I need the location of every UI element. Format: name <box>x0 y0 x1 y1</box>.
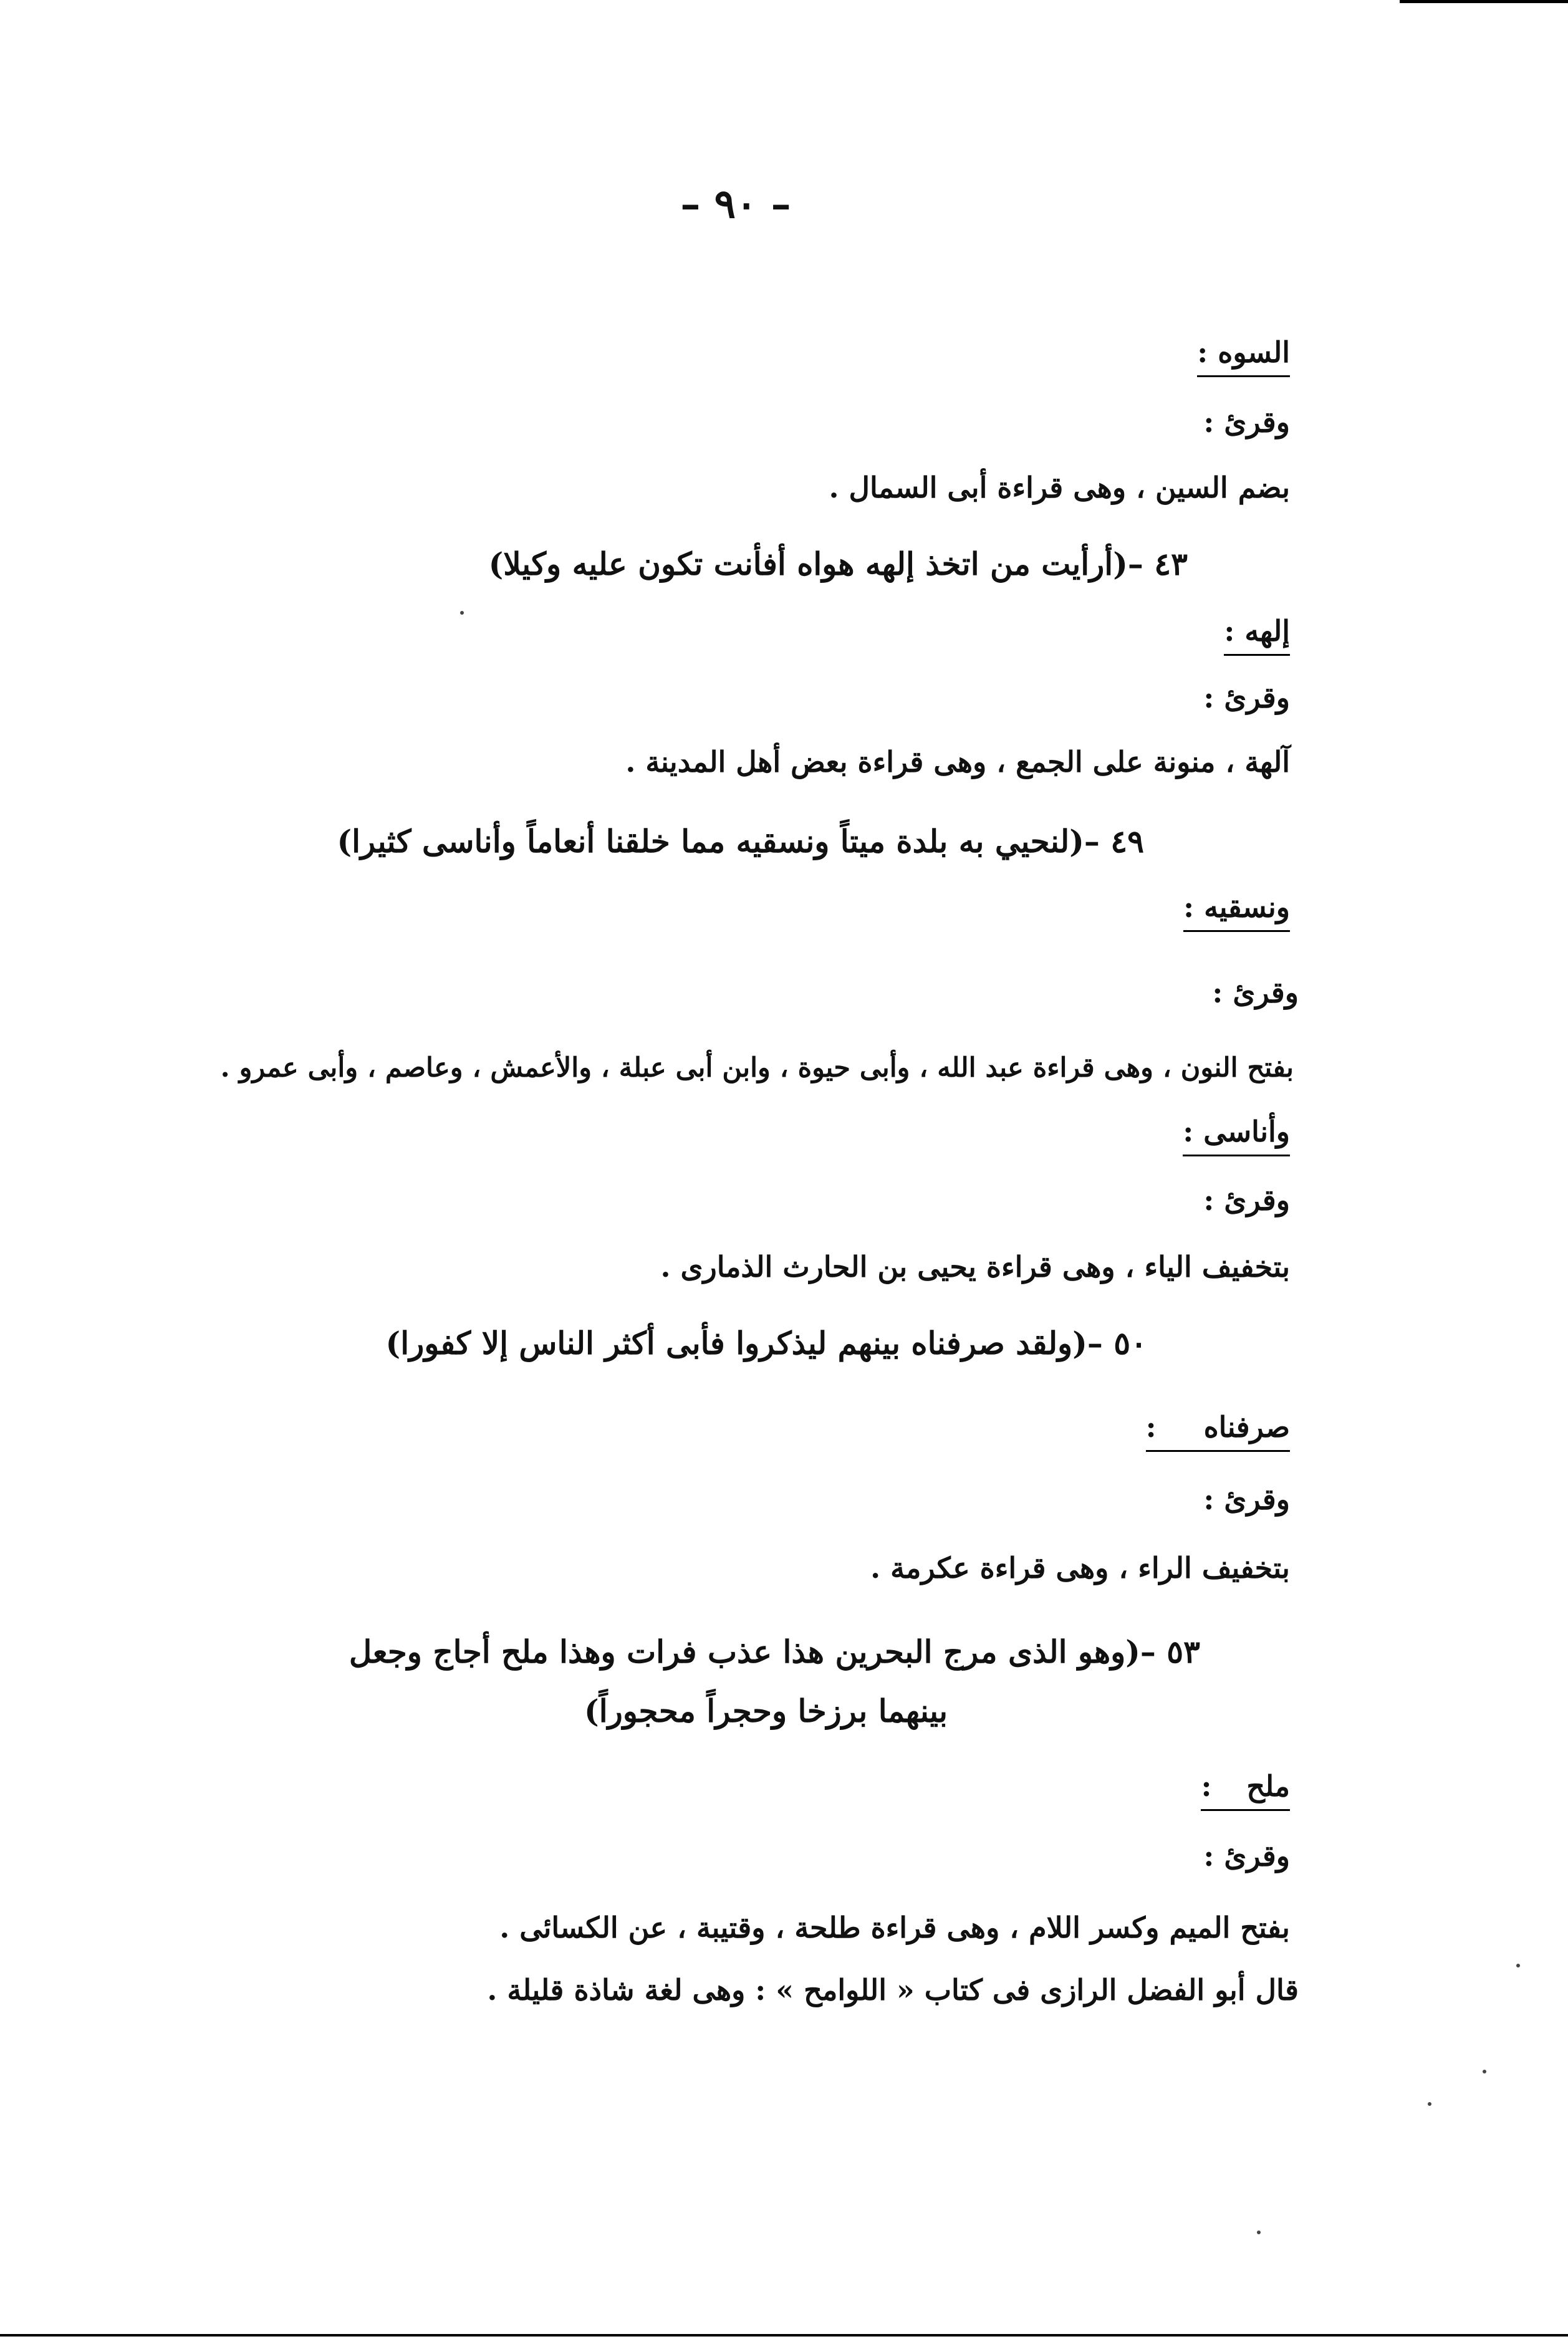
entry-word-underlined: ملح : <box>1201 1769 1290 1811</box>
entry-word <box>1201 1769 1290 1803</box>
entry-word <box>1183 890 1290 925</box>
entry-text: بتخفيف الياء ، وهى قراءة يحيى بن الحارث الذمارى . <box>660 1250 1290 1284</box>
entry-text: بتخفيف الراء ، وهى قراءة عكرمة . <box>870 1551 1290 1585</box>
qiraah-label: وقرئ : <box>1203 1839 1290 1873</box>
qiraah-label: وقرئ : <box>1203 681 1290 714</box>
entry-word-underlined: السوه : <box>1197 335 1290 377</box>
entry-word-underlined: وأناسى : <box>1183 1115 1290 1156</box>
entry-word-underlined: إلهه : <box>1224 614 1290 656</box>
page-number: – ٩٠ – <box>680 181 791 228</box>
entry-word <box>1197 335 1290 370</box>
top-right-border-line <box>1400 0 1568 3</box>
verse-line: ٥٠ –(ولقد صرفناه بينهم ليذكروا فأبى أكثر الناس إلا كفورا) <box>385 1325 1147 1362</box>
entry-text: آلهة ، منونة على الجمع ، وهى قراءة بعض أهل المدينة . <box>625 745 1290 779</box>
speck <box>1257 2231 1261 2234</box>
verse-line: ٤٩ –(لنحيي به بلدة ميتاً ونسقيه مما خلقنا أنعاماً وأناسى كثيرا) <box>337 823 1144 860</box>
qiraah-label: وقرئ : <box>1203 1183 1290 1217</box>
verse-line: ٥٣ –(وهو الذى مرج البحرين هذا عذب فرات وهذا ملح أجاج وجعل <box>349 1633 1200 1670</box>
speck <box>1483 2070 1486 2073</box>
qiraah-label: وقرئ : <box>1212 976 1299 1009</box>
entry-word <box>1183 1115 1290 1149</box>
entry-word-underlined: ونسقيه : <box>1183 890 1290 932</box>
speck <box>460 611 464 615</box>
entry-text: بفتح الميم وكسر اللام ، وهى قراءة طلحة ، وقتيبة ، عن الكسائى . <box>499 1911 1290 1944</box>
entry-text: بضم السين ، وهى قراءة أبى السمال . <box>829 471 1290 504</box>
qiraah-label: وقرئ : <box>1203 405 1290 439</box>
entry-text: بفتح النون ، وهى قراءة عبد الله ، وأبى حيوة ، وابن أبى عبلة ، والأعمش ، وعاصم ، وأبى عمرو . <box>220 1052 1294 1083</box>
speck <box>1516 1964 1520 1967</box>
speck <box>1428 2102 1431 2106</box>
bottom-border-line <box>0 2334 1568 2337</box>
verse-line: ٤٣ –(أرأيت من اتخذ إلهه هواه أفأنت تكون عليه وكيلا) <box>488 545 1188 582</box>
entry-text: قال أبو الفضل الرازى فى كتاب « اللوامح » : وهى لغة شاذة قليلة . <box>487 1973 1299 2007</box>
entry-word <box>1224 614 1290 648</box>
verse-line-continuation: بينهما برزخا وحجراً محجوراً) <box>584 1693 948 1729</box>
entry-word-underlined: صرفناه : <box>1146 1410 1290 1452</box>
entry-word <box>1146 1410 1290 1444</box>
qiraah-label: وقرئ : <box>1203 1482 1290 1516</box>
